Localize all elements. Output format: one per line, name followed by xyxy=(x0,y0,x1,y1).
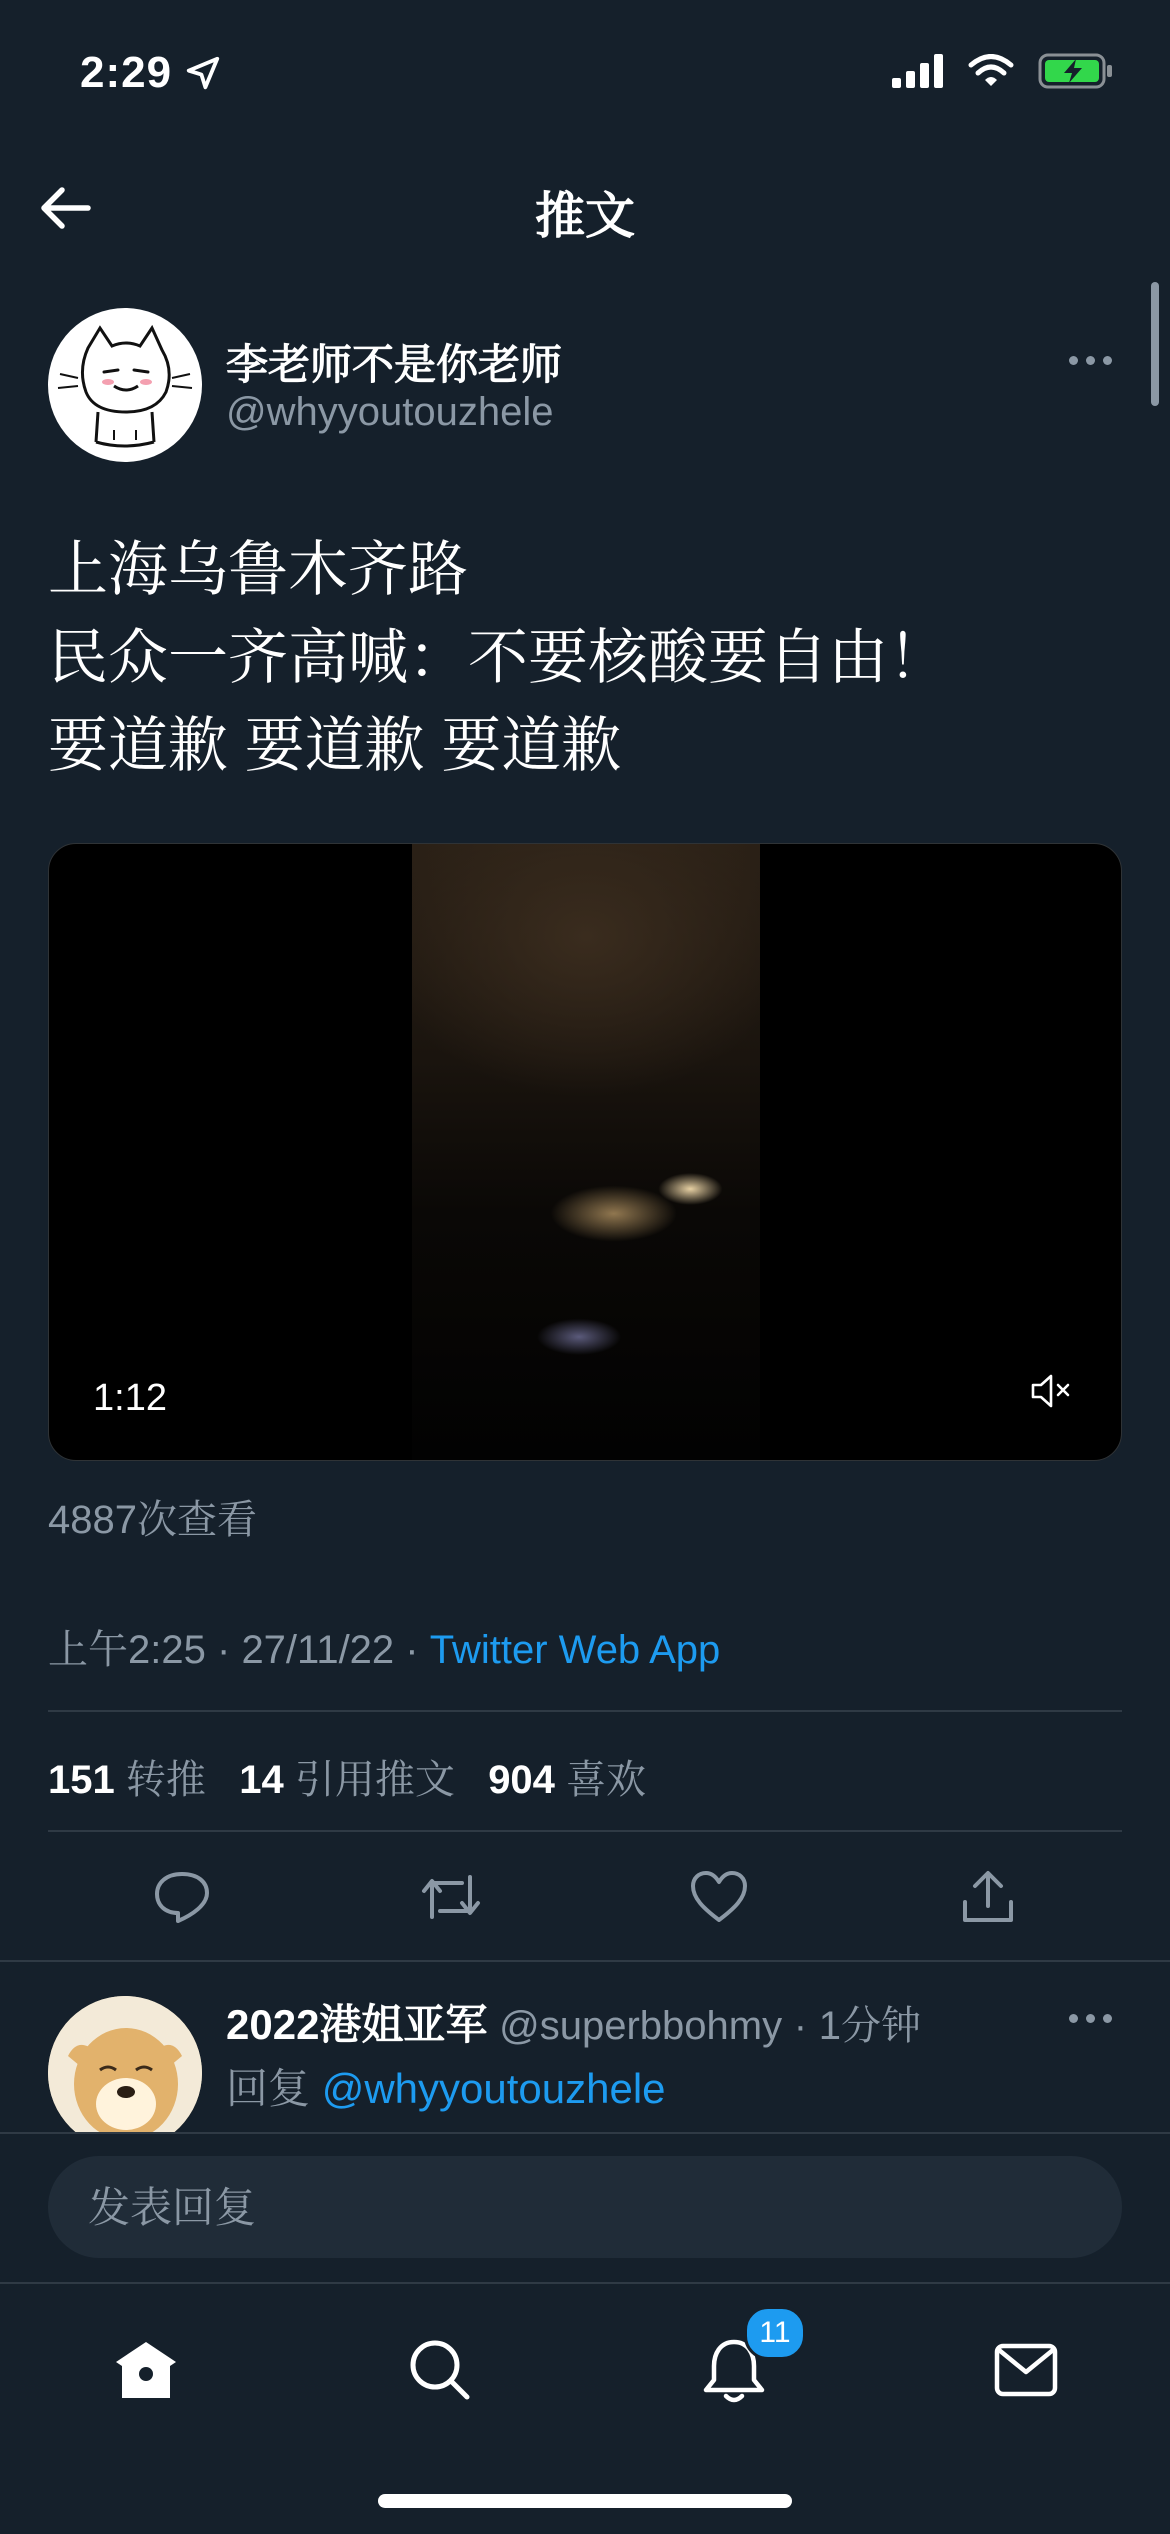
reply-time: 1分钟 xyxy=(818,2004,921,2048)
more-dot-icon xyxy=(1103,356,1112,365)
reply-author-avatar[interactable] xyxy=(48,1996,202,2150)
heart-icon xyxy=(689,1870,749,1924)
tab-home[interactable] xyxy=(96,2320,196,2420)
divider xyxy=(48,1830,1122,1832)
video-duration: 1:12 xyxy=(93,1377,167,1419)
reply-author-name[interactable]: 2022港姐亚军 xyxy=(226,2001,488,2048)
tweet-source-link[interactable]: Twitter Web App xyxy=(429,1628,721,1672)
author-avatar[interactable] xyxy=(48,308,202,462)
reply-button[interactable] xyxy=(147,1862,217,1932)
cellular-signal-icon xyxy=(892,54,944,88)
view-count: 4887次查看 xyxy=(48,1498,257,1542)
tweet-more-button[interactable] xyxy=(1060,340,1120,380)
tweet-time: 上午2:25 xyxy=(48,1628,206,1672)
tweet-text-line: 民众一齐高喊：不要核酸要自由！ xyxy=(48,624,948,691)
doge-avatar-icon xyxy=(48,1996,202,2150)
share-icon xyxy=(959,1868,1017,1926)
reply-input[interactable] xyxy=(86,2156,1090,2260)
mute-button[interactable] xyxy=(1029,1371,1073,1416)
tab-messages[interactable] xyxy=(976,2320,1076,2420)
location-arrow-icon xyxy=(184,54,222,92)
like-button[interactable] xyxy=(684,1862,754,1932)
cat-drawing-icon xyxy=(48,308,202,462)
replying-to xyxy=(226,2056,666,2116)
separator: · xyxy=(793,2004,808,2048)
reply-compose[interactable] xyxy=(48,2156,1122,2258)
status-bar-time: 2:29 xyxy=(80,48,222,98)
separator: · xyxy=(405,1628,419,1672)
search-icon xyxy=(407,2337,473,2403)
divider xyxy=(48,1710,1122,1712)
tab-search[interactable] xyxy=(390,2320,490,2420)
author-name[interactable]: 李老师不是你老师 xyxy=(226,341,563,388)
page-title: 推文 xyxy=(535,188,635,244)
divider xyxy=(0,1960,1170,1962)
scrollbar[interactable] xyxy=(1151,282,1159,406)
more-dot-icon xyxy=(1086,356,1095,365)
separator: · xyxy=(216,1628,231,1672)
retweets-stat[interactable]: 151 转推 xyxy=(48,1758,206,1802)
wifi-icon xyxy=(968,54,1014,88)
tweet-actions xyxy=(48,1862,1122,1932)
quotes-stat[interactable]: 14 引用推文 xyxy=(239,1758,455,1802)
video-player[interactable] xyxy=(48,843,1122,1461)
home-icon xyxy=(112,2338,180,2402)
tweet-stats xyxy=(48,1748,646,1805)
mail-icon xyxy=(993,2342,1059,2398)
battery-charging-icon xyxy=(1038,52,1114,90)
tweet-date: 27/11/22 xyxy=(241,1628,395,1672)
tweet-text xyxy=(48,526,1128,790)
replying-to-handle[interactable]: @whyyoutouzhele xyxy=(321,2065,666,2112)
tweet-text-line: 上海乌鲁木齐路 xyxy=(48,536,468,603)
author-handle[interactable]: @whyyoutouzhele xyxy=(226,390,554,434)
reply-more-button[interactable] xyxy=(1060,1998,1120,2038)
reply-author-handle[interactable]: @superbbohmy xyxy=(499,2004,783,2048)
likes-stat[interactable]: 904 喜欢 xyxy=(488,1758,647,1802)
retweet-icon xyxy=(418,1869,484,1925)
replying-to-label: 回复 xyxy=(226,2065,311,2112)
more-dot-icon xyxy=(1103,2014,1112,2023)
video-frame xyxy=(412,844,760,1460)
more-dot-icon xyxy=(1086,2014,1095,2023)
status-bar-indicators xyxy=(892,52,1114,90)
muted-speaker-icon xyxy=(1029,1371,1073,1411)
tweet-timestamp xyxy=(48,1618,720,1675)
share-button[interactable] xyxy=(953,1862,1023,1932)
home-indicator xyxy=(378,2494,792,2508)
retweet-button[interactable] xyxy=(416,1862,486,1932)
more-dot-icon xyxy=(1069,2014,1078,2023)
reply-icon xyxy=(152,1869,212,1925)
more-dot-icon xyxy=(1069,356,1078,365)
notification-badge: 11 xyxy=(744,2306,806,2360)
tweet-text-line: 要道歉 要道歉 要道歉 xyxy=(48,712,622,779)
reply-header xyxy=(226,1992,921,2052)
